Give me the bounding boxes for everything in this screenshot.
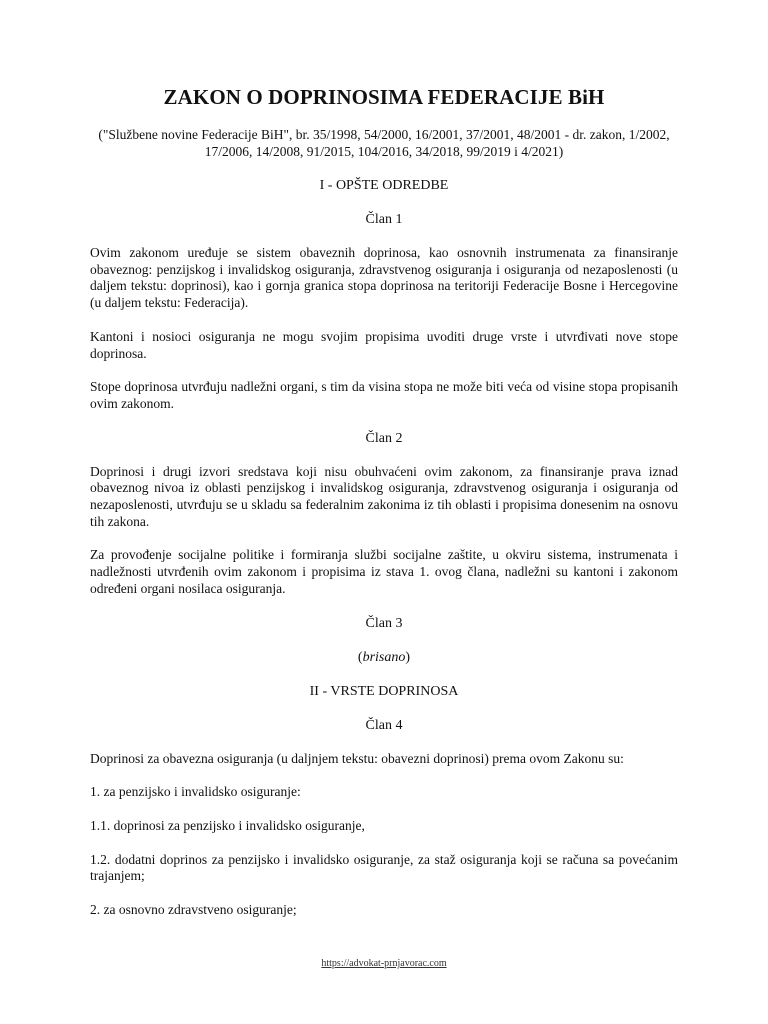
section-heading-2: II - VRSTE DOPRINOSA (309, 683, 459, 699)
section-heading-1: I - OPŠTE ODREDBE (319, 178, 449, 193)
article-4-item-1-2: 1.2. dodatni doprinos za penzijsko i invalidsko osiguranje, za staž osiguranja koji se računa sa povećanim trajanjem; (90, 851, 678, 884)
gazette-reference: ("Službene novine Federacije BiH", br. 35/1998, 54/2000, 16/2001, 37/2001, 48/2001 - dr. zakon, 1/2002, 17/2006, 14/2008, 91/2015, 104/2016, 34/2018, 99/2019 i 4/2021) (98, 127, 670, 159)
article-4-paragraph-1: Doprinosi za obavezna osiguranja (u daljnjem tekstu: obavezni doprinosi) prema ovom Zakonu su: (90, 750, 624, 766)
article-2-paragraph-2: Za provođenje socijalne politike i formiranja službi socijalne zaštite, u okviru sistema, instrumenata i nadležnosti utvrđenih ovim zakonom i propisima iz stava 1. ovog člana, nadležni su kantoni i zakonom određeni organi nosilaca osiguranja. (90, 547, 678, 596)
article-2-paragraph-1: Doprinosi i drugi izvori sredstava koji nisu obuhvaćeni ovim zakonom, za finansiranje prava iznad obaveznog nivoa iz oblasti penzijskog i invalidskog osiguranja, zdravstvenog osiguranja i osiguranja od nezaposlenosti, utvrđuju se u skladu sa federalnim zakonima iz tih oblasti i propisima donesenim na osnovu tih zakona. (90, 463, 678, 529)
article-4-item-2: 2. za osnovno zdravstveno osiguranje; (90, 902, 297, 918)
document-title: ZAKON O DOPRINOSIMA FEDERACIJE BiH (163, 85, 605, 109)
article-1-paragraph-3: Stope doprinosa utvrđuju nadležni organi, s tim da visina stopa ne može biti veća od visine stopa propisanih ovim zakonom. (90, 379, 678, 411)
article-1-paragraph-1: Ovim zakonom uređuje se sistem obaveznih doprinosa, kao osnovnih instrumenata za finansiranje obaveznog: penzijskog i invalidskog osiguranja, zdravstvenog osiguranja i osiguranja od nezaposlenosti (u daljem tekstu: doprinosi), kao i gornja granica stopa doprinosa na teritoriji Federacije Bosne i Hercegovine (u daljem tekstu: Federacija). (90, 245, 678, 311)
article-3-heading: Član 3 (365, 615, 403, 631)
document-page (90, 84, 678, 919)
article-1-heading: Član 1 (365, 212, 403, 227)
article-3-deleted-note: (brisano) (357, 649, 411, 665)
page-footer (0, 958, 768, 969)
article-4-item-1-1: 1.1. doprinosi za penzijsko i invalidsko osiguranje, (90, 817, 365, 833)
article-2-heading: Član 2 (365, 430, 403, 446)
article-4-heading: Član 4 (365, 717, 403, 733)
footer-website-link[interactable]: https://advokat-prnjavorac.com (321, 958, 447, 969)
article-4-item-1: 1. za penzijsko i invalidsko osiguranje: (90, 784, 301, 800)
article-1-paragraph-2: Kantoni i nosioci osiguranja ne mogu svojim propisima uvoditi druge vrste i utvrđivati nove stope doprinosa. (90, 328, 678, 361)
